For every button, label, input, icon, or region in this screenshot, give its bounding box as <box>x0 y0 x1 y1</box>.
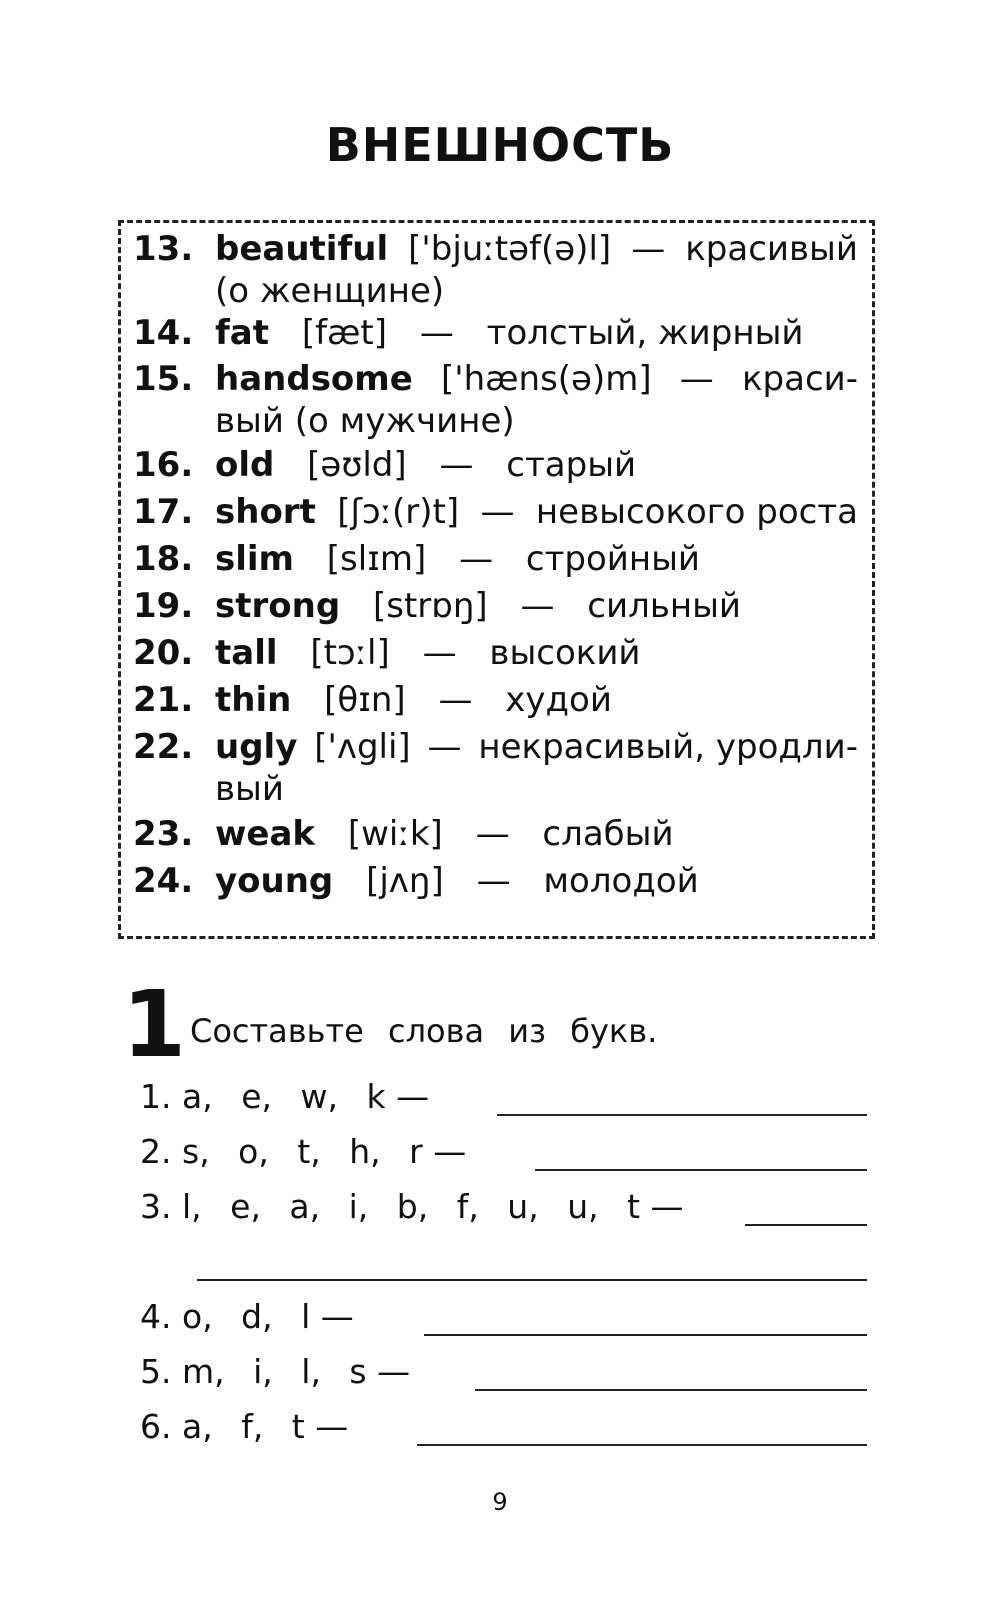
entry-number: 14. <box>133 313 194 353</box>
task-number: 3. <box>140 1187 172 1226</box>
entry-dash: — <box>427 727 462 767</box>
entry-translation: стройный <box>525 539 701 579</box>
page-title: ВНЕШНОСТЬ <box>325 118 675 172</box>
task-number: 1. <box>140 1077 172 1116</box>
entry-word: slim <box>215 539 294 579</box>
entry-translation: красивый <box>685 229 858 269</box>
entry-number: 13. <box>133 229 194 269</box>
vocabulary-box <box>118 220 875 939</box>
entry-word: thin <box>215 680 292 720</box>
task-dash: — <box>315 1407 349 1446</box>
entry-word: fat <box>215 313 269 353</box>
entry-dash: — <box>439 445 474 485</box>
entry-translation: слабый <box>542 814 674 854</box>
task-dash: — <box>650 1187 684 1226</box>
task-item <box>140 1077 429 1116</box>
entry-number: 19. <box>133 586 194 626</box>
entry-dash: — <box>475 814 510 854</box>
entry-translation: молодой <box>543 861 699 901</box>
entry-translation: сильный <box>587 586 742 626</box>
entry-transcription: [əʊld] <box>307 445 407 485</box>
answer-line[interactable] <box>497 1114 867 1116</box>
entry-transcription: [θɪn] <box>324 680 406 720</box>
task-letters: s, o, t, h, r <box>182 1132 423 1171</box>
entry-word: young <box>215 861 334 901</box>
answer-line[interactable] <box>197 1279 867 1281</box>
task-letters: l, e, a, i, b, f, u, u, t <box>182 1187 641 1226</box>
task-dash: — <box>320 1297 354 1336</box>
exercise-instruction: Составьте слова из букв. <box>190 1012 658 1050</box>
entry-translation: худой <box>505 680 612 720</box>
answer-line[interactable] <box>745 1224 867 1226</box>
entry-dash: — <box>459 539 494 579</box>
entry-word: weak <box>215 814 316 854</box>
entry-translation: краси- <box>741 359 858 399</box>
entry-translation-cont: (о женщине) <box>215 271 445 311</box>
entry-word: strong <box>215 586 341 626</box>
entry-number: 15. <box>133 359 194 399</box>
task-letters: a, f, t <box>182 1407 305 1446</box>
entry-dash: — <box>422 633 457 673</box>
entry-word: handsome <box>215 359 413 399</box>
entry-translation: высокий <box>489 633 641 673</box>
entry-number: 20. <box>133 633 194 673</box>
entry-word: old <box>215 445 275 485</box>
task-number: 5. <box>140 1352 172 1391</box>
task-number: 6. <box>140 1407 172 1446</box>
task-number: 2. <box>140 1132 172 1171</box>
task-item <box>140 1132 466 1171</box>
entry-number: 18. <box>133 539 194 579</box>
task-dash: — <box>396 1077 430 1116</box>
entry-number: 23. <box>133 814 194 854</box>
answer-line[interactable] <box>417 1444 867 1446</box>
entry-transcription: [fæt] <box>301 313 388 353</box>
entry-dash: — <box>476 861 511 901</box>
entry-transcription: [jʌŋ] <box>366 861 444 901</box>
task-dash: — <box>377 1352 411 1391</box>
task-item <box>140 1187 684 1226</box>
task-item <box>140 1352 410 1391</box>
answer-line[interactable] <box>475 1389 867 1391</box>
entry-number: 17. <box>133 492 194 532</box>
entry-dash: — <box>438 680 473 720</box>
entry-transcription: [tɔːl] <box>310 633 390 673</box>
task-item <box>140 1297 354 1336</box>
entry-number: 24. <box>133 861 194 901</box>
exercise-number: 1 <box>122 971 187 1078</box>
entry-dash: — <box>679 359 714 399</box>
entry-translation-cont: вый (о мужчине) <box>215 401 515 441</box>
entry-transcription: ['hæns(ə)m] <box>440 359 652 399</box>
task-letters: a, e, w, k <box>182 1077 386 1116</box>
entry-word: ugly <box>215 727 298 767</box>
entry-dash: — <box>631 229 666 269</box>
entry-translation: старый <box>506 445 637 485</box>
entry-transcription: [wiːk] <box>347 814 443 854</box>
task-letters: m, i, l, s <box>182 1352 367 1391</box>
task-letters: o, d, l <box>182 1297 311 1336</box>
entry-dash: — <box>480 492 515 532</box>
entry-transcription: [ʃɔː(r)t] <box>337 492 460 532</box>
entry-number: 21. <box>133 680 194 720</box>
entry-word: short <box>215 492 316 532</box>
answer-line[interactable] <box>535 1169 867 1171</box>
entry-translation: толстый, жирный <box>486 313 804 353</box>
entry-dash: — <box>419 313 454 353</box>
entry-number: 16. <box>133 445 194 485</box>
entry-transcription: ['ʌgli] <box>314 727 411 767</box>
entry-translation-cont: вый <box>215 769 284 809</box>
entry-word: beautiful <box>215 229 389 269</box>
answer-line[interactable] <box>424 1334 867 1336</box>
entry-dash: — <box>520 586 555 626</box>
entry-translation: невысокого роста <box>535 492 858 532</box>
task-number: 4. <box>140 1297 172 1336</box>
task-dash: — <box>433 1132 467 1171</box>
entry-transcription: ['bjuːtəf(ə)l] <box>408 229 612 269</box>
entry-translation: некрасивый, уродли- <box>478 727 858 767</box>
entry-transcription: [strɒŋ] <box>372 586 488 626</box>
entry-word: tall <box>215 633 278 673</box>
task-item <box>140 1407 348 1446</box>
page-number: 9 <box>492 1488 508 1516</box>
entry-transcription: [slɪm] <box>326 539 427 579</box>
entry-number: 22. <box>133 727 194 767</box>
